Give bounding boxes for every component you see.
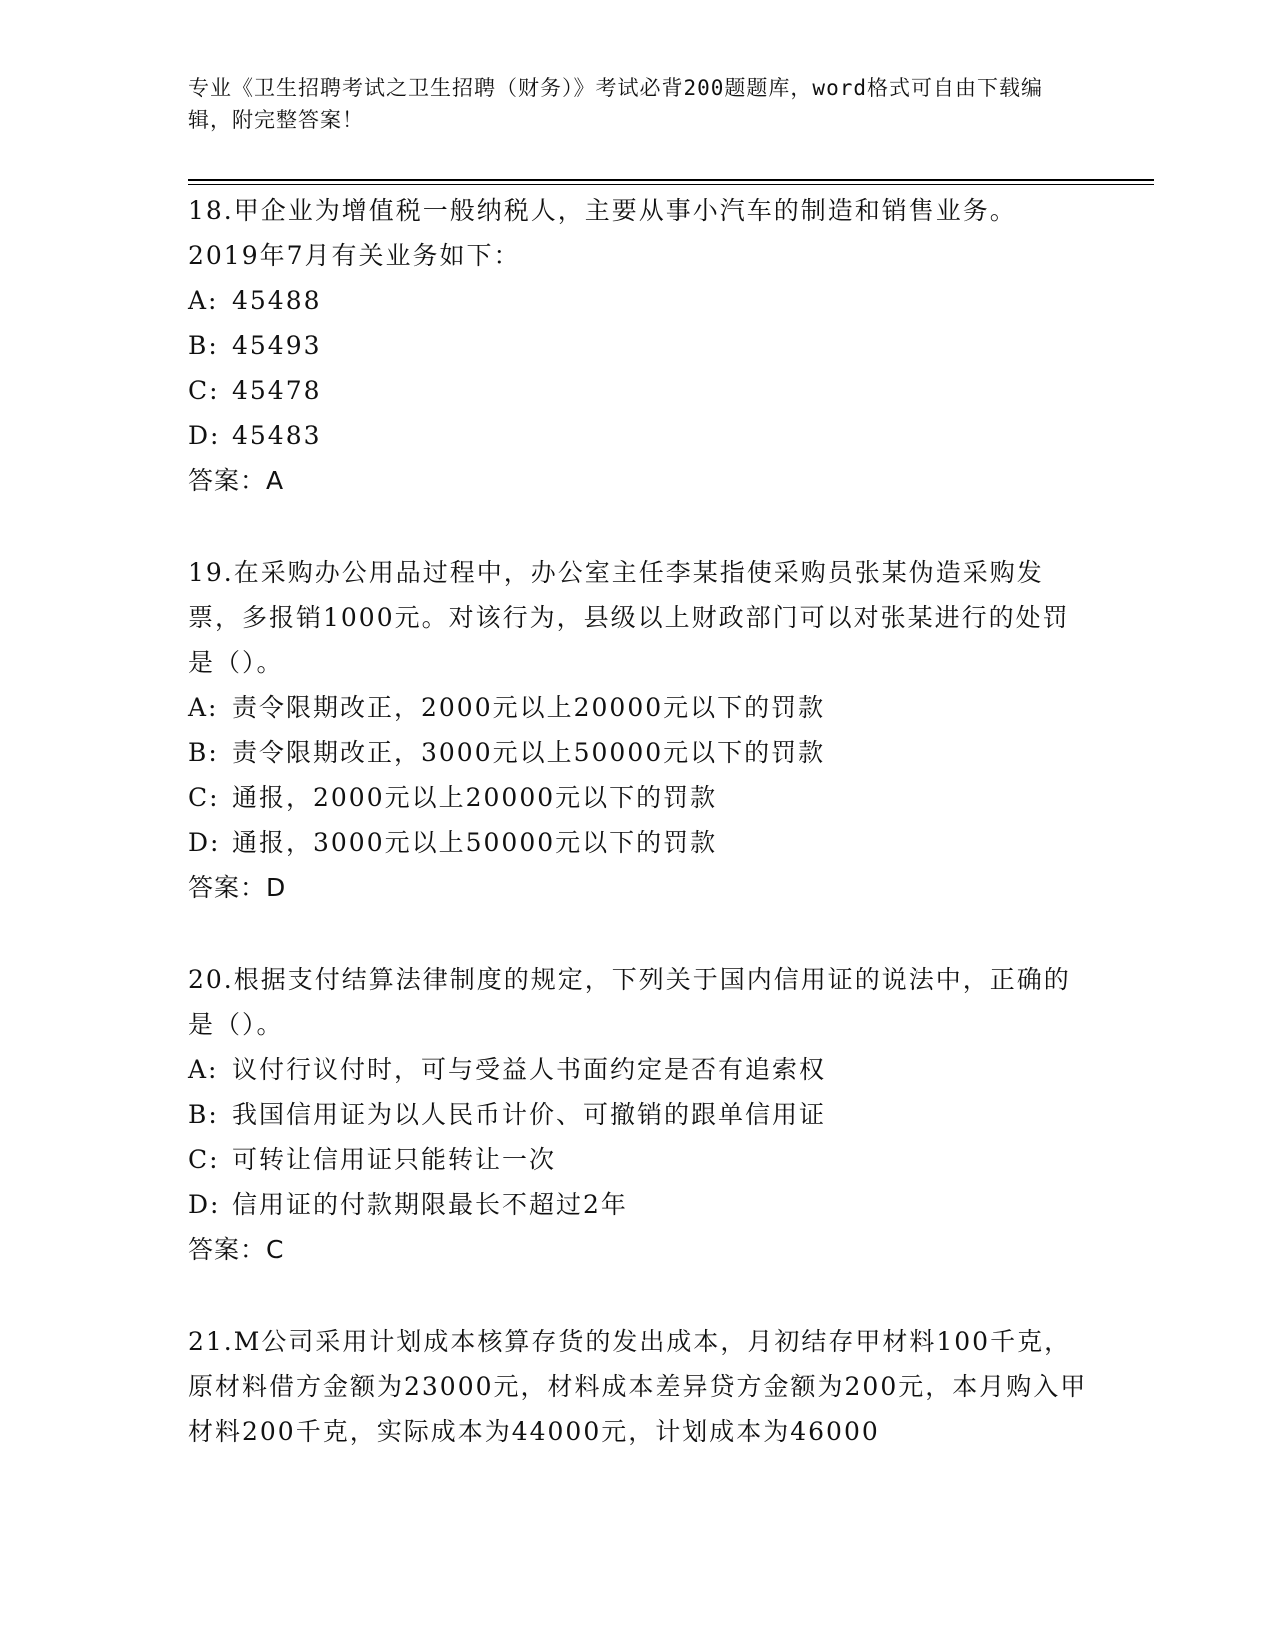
option-d [188, 1182, 1088, 1227]
option-text: 议付行议付时，可与受益人书面约定是否有追索权 [232, 1055, 827, 1084]
option-text: 通报，3000元以上50000元以下的罚款 [232, 828, 718, 857]
document-header-title: 专业《卫生招聘考试之卫生招聘（财务）》考试必背200题题库，word格式可自由下载编辑，附完整答案！ [188, 76, 1043, 132]
option-letter: B: [188, 738, 219, 767]
option-letter: D: [188, 421, 221, 450]
option-text: 责令限期改正，3000元以上50000元以下的罚款 [232, 738, 826, 767]
option-a [188, 1047, 1088, 1092]
option-b [188, 323, 1088, 368]
option-a [188, 685, 1088, 730]
option-letter: A: [188, 286, 219, 315]
option-letter: D: [188, 828, 221, 857]
question-text: 19.在采购办公用品过程中，办公室主任李某指使采购员张某伪造采购发票，多报销1000元。对该行为，县级以上财政部门可以对张某进行的处罚是（）。 [188, 558, 1070, 677]
option-a [188, 278, 1088, 323]
option-letter: C: [188, 1145, 220, 1174]
option-letter: A: [188, 693, 219, 722]
option-letter: B: [188, 331, 219, 360]
question-20 [188, 957, 1088, 1273]
option-text: 责令限期改正，2000元以上20000元以下的罚款 [232, 693, 826, 722]
option-text: 45493 [232, 331, 322, 360]
option-letter: C: [188, 376, 220, 405]
question-18 [188, 188, 1088, 504]
option-text: 可转让信用证只能转让一次 [232, 1145, 557, 1174]
question-list [188, 188, 1088, 1500]
question-text: 20.根据支付结算法律制度的规定，下列关于国内信用证的说法中，正确的是（）。 [188, 965, 1071, 1039]
option-text: 45478 [232, 376, 322, 405]
option-b [188, 1092, 1088, 1137]
header-rule-thin [188, 184, 1154, 185]
answer-label: 答案：A [188, 466, 285, 495]
option-text: 45483 [232, 421, 322, 450]
question-text: 18.甲企业为增值税一般纳税人，主要从事小汽车的制造和销售业务。2019年7月有关业务如下： [188, 196, 1017, 270]
answer-label: 答案：C [188, 1235, 285, 1264]
option-c [188, 1137, 1088, 1182]
option-b [188, 730, 1088, 775]
question-21 [188, 1319, 1088, 1454]
option-text: 45488 [232, 286, 322, 315]
header-rule-thick [188, 179, 1154, 181]
option-text: 我国信用证为以人民币计价、可撤销的跟单信用证 [232, 1100, 827, 1129]
answer-label: 答案：D [188, 873, 287, 902]
option-c [188, 368, 1088, 413]
option-letter: A: [188, 1055, 219, 1084]
option-d [188, 413, 1088, 458]
option-letter: D: [188, 1190, 221, 1219]
option-text: 信用证的付款期限最长不超过2年 [232, 1190, 628, 1219]
option-c [188, 775, 1088, 820]
option-letter: B: [188, 1100, 219, 1129]
option-d [188, 820, 1088, 865]
option-text: 通报，2000元以上20000元以下的罚款 [232, 783, 718, 812]
question-text: 21.M公司采用计划成本核算存货的发出成本，月初结存甲材料100千克，原材料借方金额为23000元，材料成本差异贷方金额为200元，本月购入甲材料200千克，实际成本为44000元，计划成本为46000 [188, 1327, 1088, 1446]
option-letter: C: [188, 783, 220, 812]
question-19 [188, 550, 1088, 911]
